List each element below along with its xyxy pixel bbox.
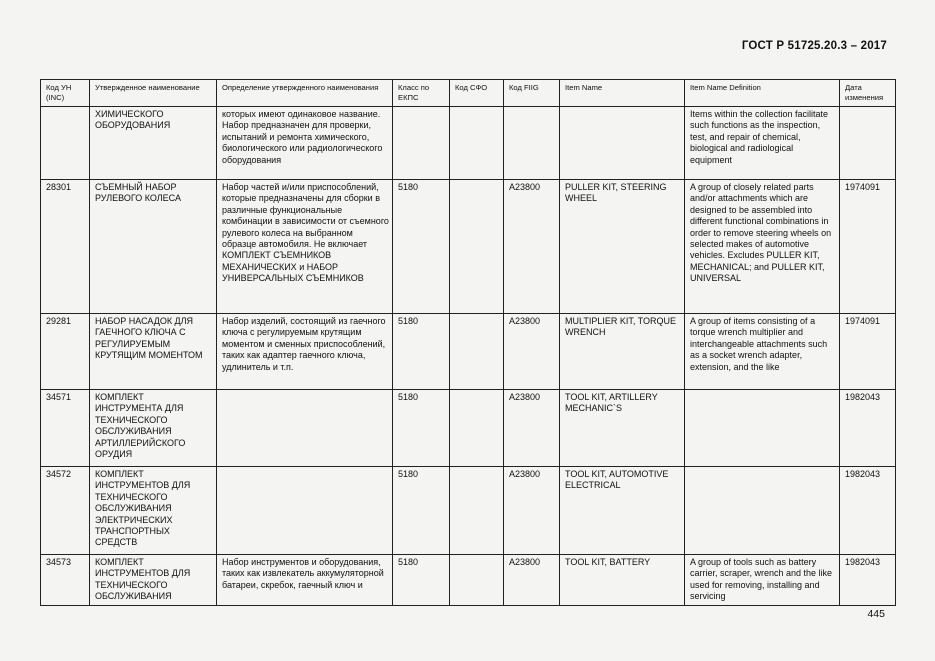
cell-name-ru: НАБОР НАСАДОК ДЛЯ ГАЕЧНОГО КЛЮЧА С РЕГУЛИРУЕМЫМ КРУТЯЩИМ МОМЕНТОМ — [90, 314, 217, 390]
cell-date: 1974091 — [840, 314, 896, 390]
cell-def-ru — [217, 390, 393, 467]
cell-item-def: A group of items consisting of a torque wrench multiplier and interchangeable attachments such as a socket wrench adapter, extension, and the like — [685, 314, 840, 390]
cell-def-ru: которых имеют одинаковое название. Набор предназначен для проверки, испытаний и ремонта химического, биологического или радиологического оборудования — [217, 107, 393, 180]
cell-fiig: A23800 — [504, 555, 560, 606]
cell-item-name: TOOL KIT, BATTERY — [560, 555, 685, 606]
col-header-sfo: Код СФО — [450, 80, 504, 107]
cell-sfo — [450, 555, 504, 606]
cell-date: 1982043 — [840, 390, 896, 467]
cell-ekps: 5180 — [393, 180, 450, 314]
cell-name-ru: ХИМИЧЕСКОГО ОБОРУДОВАНИЯ — [90, 107, 217, 180]
cell-name-ru: КОМПЛЕКТ ИНСТРУМЕНТОВ ДЛЯ ТЕХНИЧЕСКОГО ОБСЛУЖИВАНИЯ — [90, 555, 217, 606]
table-row — [41, 555, 896, 606]
col-header-inc: Код УН (INC) — [41, 80, 90, 107]
col-header-name-ru: Утвержденное наименование — [90, 80, 217, 107]
cell-sfo — [450, 180, 504, 314]
cell-date: 1982043 — [840, 555, 896, 606]
col-header-item-def: Item Name Definition — [685, 80, 840, 107]
col-header-date: Дата изменения — [840, 80, 896, 107]
table-row — [41, 180, 896, 314]
cell-ekps: 5180 — [393, 467, 450, 555]
document-code: ГОСТ Р 51725.20.3 – 2017 — [741, 40, 887, 52]
table-header-row — [41, 80, 896, 107]
cell-def-ru: Набор изделий, состоящий из гаечного ключа с регулируемым крутящим моментом и сменных приспособлений, таких как адаптер гаечного ключа, удлинитель и т.п. — [217, 314, 393, 390]
cell-fiig — [504, 107, 560, 180]
cell-inc: 34573 — [41, 555, 90, 606]
cell-date: 1982043 — [840, 467, 896, 555]
cell-ekps: 5180 — [393, 555, 450, 606]
cell-item-def: Items within the collection facilitate such functions as the inspection, test, and repair of chemical, biological and radiological equipment — [685, 107, 840, 180]
cell-inc — [41, 107, 90, 180]
cell-ekps — [393, 107, 450, 180]
inc-table — [40, 79, 896, 606]
cell-sfo — [450, 390, 504, 467]
cell-fiig: A23800 — [504, 390, 560, 467]
col-header-fiig: Код FIIG — [504, 80, 560, 107]
cell-inc: 34571 — [41, 390, 90, 467]
cell-item-name: TOOL KIT, AUTOMOTIVE ELECTRICAL — [560, 467, 685, 555]
cell-name-ru: СЪЕМНЫЙ НАБОР РУЛЕВОГО КОЛЕСА — [90, 180, 217, 314]
cell-date — [840, 107, 896, 180]
cell-inc: 29281 — [41, 314, 90, 390]
cell-inc: 34572 — [41, 467, 90, 555]
cell-item-def — [685, 467, 840, 555]
cell-def-ru: Набор инструментов и оборудования, таких как извлекатель аккумуляторной батареи, скребок, гаечный ключ и — [217, 555, 393, 606]
cell-sfo — [450, 467, 504, 555]
cell-fiig: A23800 — [504, 467, 560, 555]
cell-item-name — [560, 107, 685, 180]
cell-item-def: A group of closely related parts and/or attachments which are designed to be assembled into different functional combinations in order to remove steering wheels on selected makes of automotive vehicles. Excludes PULLER KIT, MECHANICAL; and PULLER KIT, UNIVERSAL — [685, 180, 840, 314]
cell-sfo — [450, 314, 504, 390]
cell-name-ru: КОМПЛЕКТ ИНСТРУМЕНТА ДЛЯ ТЕХНИЧЕСКОГО ОБСЛУЖИВАНИЯ АРТИЛЛЕРИЙСКОГО ОРУДИЯ — [90, 390, 217, 467]
cell-inc: 28301 — [41, 180, 90, 314]
col-header-item-name: Item Name — [560, 80, 685, 107]
table-row — [41, 314, 896, 390]
cell-def-ru: Набор частей и/или приспособлений, которые предназначены для сборки в различные функциональные комбинации в зависимости от съемного рулевого колеса на выбранном образце автомобиля. Не включает КОМПЛЕКТ СЪЕМНИКОВ МЕХАНИЧЕСКИХ и НАБОР УНИВЕРСАЛЬНЫХ СЪЕМНИКОВ — [217, 180, 393, 314]
cell-item-name: TOOL KIT, ARTILLERY MECHANIC`S — [560, 390, 685, 467]
cell-item-name: MULTIPLIER KIT, TORQUE WRENCH — [560, 314, 685, 390]
cell-item-def — [685, 390, 840, 467]
cell-sfo — [450, 107, 504, 180]
cell-item-name: PULLER KIT, STEERING WHEEL — [560, 180, 685, 314]
table-row — [41, 467, 896, 555]
table-row — [41, 107, 896, 180]
cell-fiig: A23800 — [504, 314, 560, 390]
cell-fiig: A23800 — [504, 180, 560, 314]
cell-ekps: 5180 — [393, 390, 450, 467]
table-row — [41, 390, 896, 467]
col-header-def-ru: Определение утвержденного наименования — [217, 80, 393, 107]
col-header-ekps: Класс по ЕКПС — [393, 80, 450, 107]
page-number: 445 — [867, 608, 885, 620]
cell-def-ru — [217, 467, 393, 555]
cell-date: 1974091 — [840, 180, 896, 314]
cell-ekps: 5180 — [393, 314, 450, 390]
cell-item-def: A group of tools such as battery carrier, scraper, wrench and the like used for removing, installing and servicing — [685, 555, 840, 606]
cell-name-ru: КОМПЛЕКТ ИНСТРУМЕНТОВ ДЛЯ ТЕХНИЧЕСКОГО ОБСЛУЖИВАНИЯ ЭЛЕКТРИЧЕСКИХ ТРАНСПОРТНЫХ СРЕДСТВ — [90, 467, 217, 555]
